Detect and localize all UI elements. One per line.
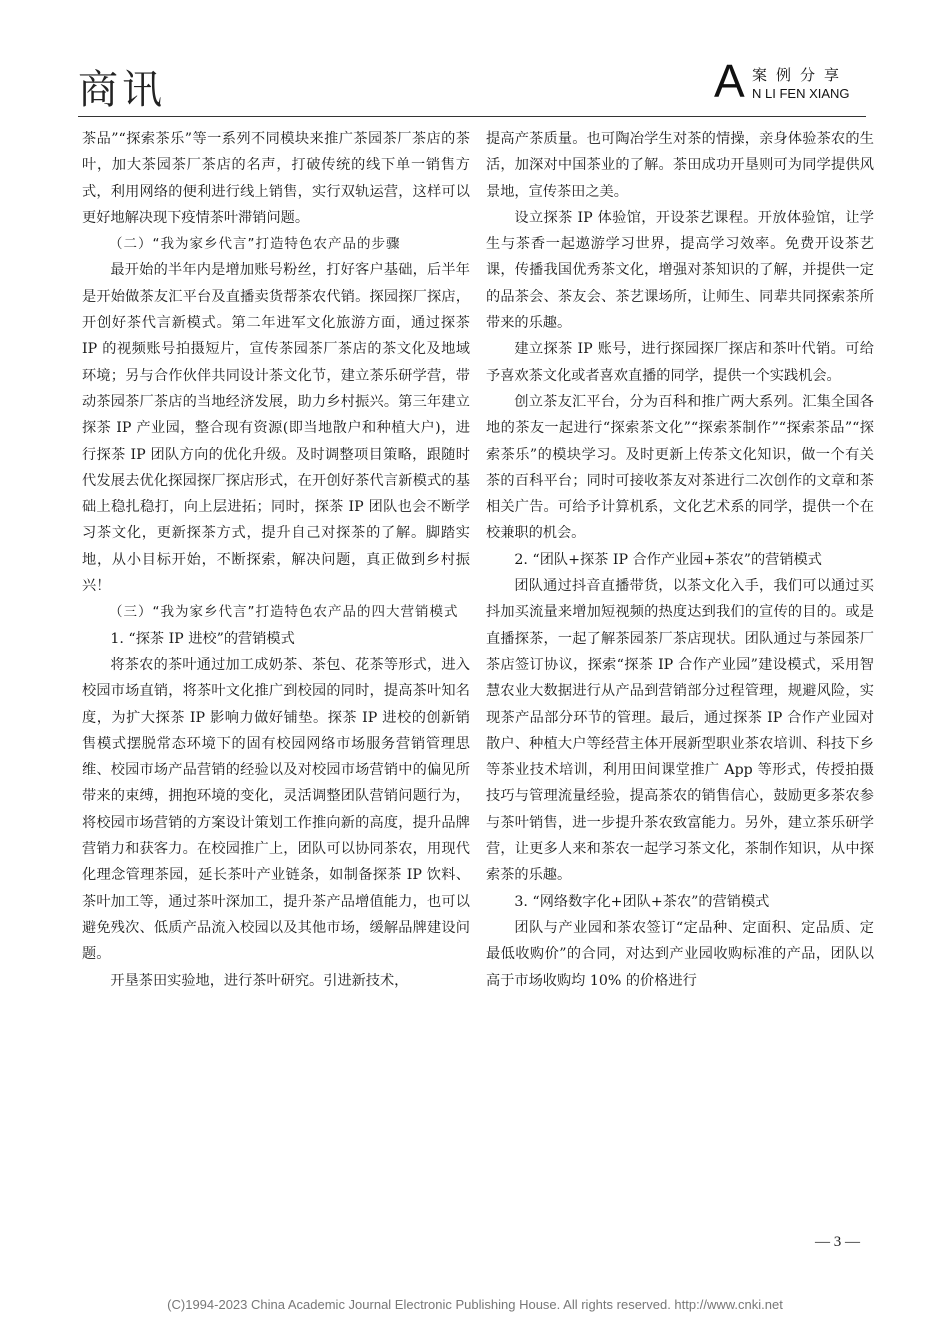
header-divider — [78, 116, 866, 117]
subsection-heading: 3. “网络数字化+团队+茶农”的营销模式 — [514, 893, 770, 910]
paragraph: 建立探茶 IP 账号，进行探园探厂探店和茶叶代销。可给予喜欢茶文化或者喜欢直播的同学，提供一个实践机会。 — [486, 341, 874, 384]
left-column — [82, 126, 470, 994]
right-column — [486, 126, 874, 994]
paragraph: 提高产茶质量。也可陶冶学生对茶的情操，亲身体验茶农的生活，加深对中国茶业的了解。茶田成功开垦则可为同学提供风景地，宣传茶田之美。 — [486, 131, 874, 200]
section-heading: （三）“我为家乡代言”打造特色农产品的四大营销模式 — [109, 604, 459, 621]
paragraph: 最开始的半年内是增加账号粉丝，打好客户基础，后半年是开始做茶友汇平台及直播卖货帮茶农代销。探园探厂探店，开创好茶代言新模式。第二年进军文化旅游方面，通过探茶 IP 的视频账号拍摄短片，宣传茶园茶厂茶店的茶文化及地域环境；另与合作伙伴共同设计茶文化节，建立茶乐研学营，带动茶园茶厂茶店的当地经济发展，助力乡村振兴。第三年建立探茶 IP 产业园，整合现有资源(即当地散户和种植大户)，进行探茶 IP 团队方向的优化升级。及时调整项目策略，跟随时代发展去优化探园探厂探店形式，在开创好茶代言新模式的基础上稳扎稳打，向上层进拓；同时，探茶 IP 团队也会不断学习茶文化，更新探茶方式，提升自己对探茶的了解。脚踏实地，从小目标开始，不断探索，解决问题，真正做到乡村振兴！ — [82, 262, 470, 595]
paragraph: 团队通过抖音直播带货，以茶文化入手，我们可以通过买抖加买流量来增加短视频的热度达到我们的宣传的目的。或是直播探茶，一起了解茶园茶厂茶店现状。团队通过与茶园茶厂茶店签订协议，探索“探茶 IP 合作产业园”建设模式，采用智慧农业大数据进行从产品到营销部分过程管理，规避风险，实现茶产品部分环节的管理。最后，通过探茶 IP 合作产业园对散户、种植大户等经营主体开展新型职业茶农培训、科技下乡等茶业技术培训，利用田间课堂推广 App 等形式，传授拍摄技巧与管理流量经验，提高茶农的销售信心，鼓励更多茶农参与茶叶销售，进一步提升茶农致富能力。另外，建立茶乐研学营，让更多人来和茶农一起学习茶文化，茶制作知识，从中探索茶的乐趣。 — [486, 578, 874, 884]
column-logo — [714, 55, 864, 108]
subsection-heading: 2. “团队+探茶 IP 合作产业园+茶农”的营销模式 — [514, 551, 822, 568]
column-logo-pinyin: N LI FEN XIANG — [752, 86, 850, 101]
journal-logo: 商讯 — [78, 67, 166, 113]
paragraph: 设立探茶 IP 体验馆，开设茶艺课程。开放体验馆，让学生与茶香一起遨游学习世界，提高学习效率。免费开设茶艺课，传播我国优秀茶文化，增强对茶知识的了解，并提供一定的品茶会、茶友会、茶艺课场所，让师生、同辈共同探索茶所带来的乐趣。 — [486, 209, 874, 332]
paragraph: 创立茶友汇平台，分为百科和推广两大系列。汇集全国各地的茶友一起进行“探索茶文化”“探索茶制作”“探索茶品”“探索茶乐”的模块学习。及时更新上传茶文化知识，做一个有关茶的百科平台；同时可接收茶友对茶进行二次创作的文章和茶相关广告。可给予计算机系，文化艺术系的同学，提供一个在校兼职的机会。 — [486, 393, 874, 542]
page-number: — 3 — — [815, 1234, 860, 1250]
paragraph: 开垦茶田实验地，进行茶叶研究。引进新技术， — [110, 972, 409, 989]
paragraph: 团队与产业园和茶农签订“定品种、定面积、定品质、定最低收购价”的合同，对达到产业园收购标准的产品，团队以高于市场收购均 10% 的价格进行 — [486, 919, 874, 989]
copyright-footer: (C)1994-2023 China Academic Journal Electronic Publishing House. All rights reserved. http://www.cnki.net — [167, 1297, 783, 1312]
column-logo-letter: A — [714, 55, 745, 107]
subsection-heading: 1. “探茶 IP 进校”的营销模式 — [110, 630, 295, 647]
column-logo-chinese: 案例分享 — [752, 66, 849, 84]
paragraph: 将茶农的茶叶通过加工成奶茶、茶包、花茶等形式，进入校园市场直销，将茶叶文化推广到校园的同时，提高茶叶知名度，为扩大探茶 IP 影响力做好铺垫。探茶 IP 进校的创新销售模式摆脱常态环境下的固有校园网络市场服务营销管理思维、校园市场产品营销的经验以及对校园市场营销中的偏见所带来的束缚，拥抱环境的变化，灵活调整团队营销问题行为，将校园市场营销的方案设计策划工作推向新的高度，提升品牌营销力和获客力。在校园推广上，团队可以协同茶农，用现代化理念管理茶园，延长茶叶产业链条，如制备探茶 IP 饮料、茶叶加工等，通过茶叶深加工，提升茶产品增值能力，也可以避免残次、低质产品流入校园以及其他市场，缓解品牌建设问题。 — [82, 656, 470, 963]
paragraph: 茶品”“探索茶乐”等一系列不同模块来推广茶园茶厂茶店的茶叶，加大茶园茶厂茶店的名声，打破传统的线下单一销售方式，利用网络的便利进行线上销售，实行双轨运营，这样可以更好地解决现下疫情茶叶滞销问题。 — [82, 131, 470, 226]
section-heading: （二）“我为家乡代言”打造特色农产品的步骤 — [109, 236, 401, 253]
